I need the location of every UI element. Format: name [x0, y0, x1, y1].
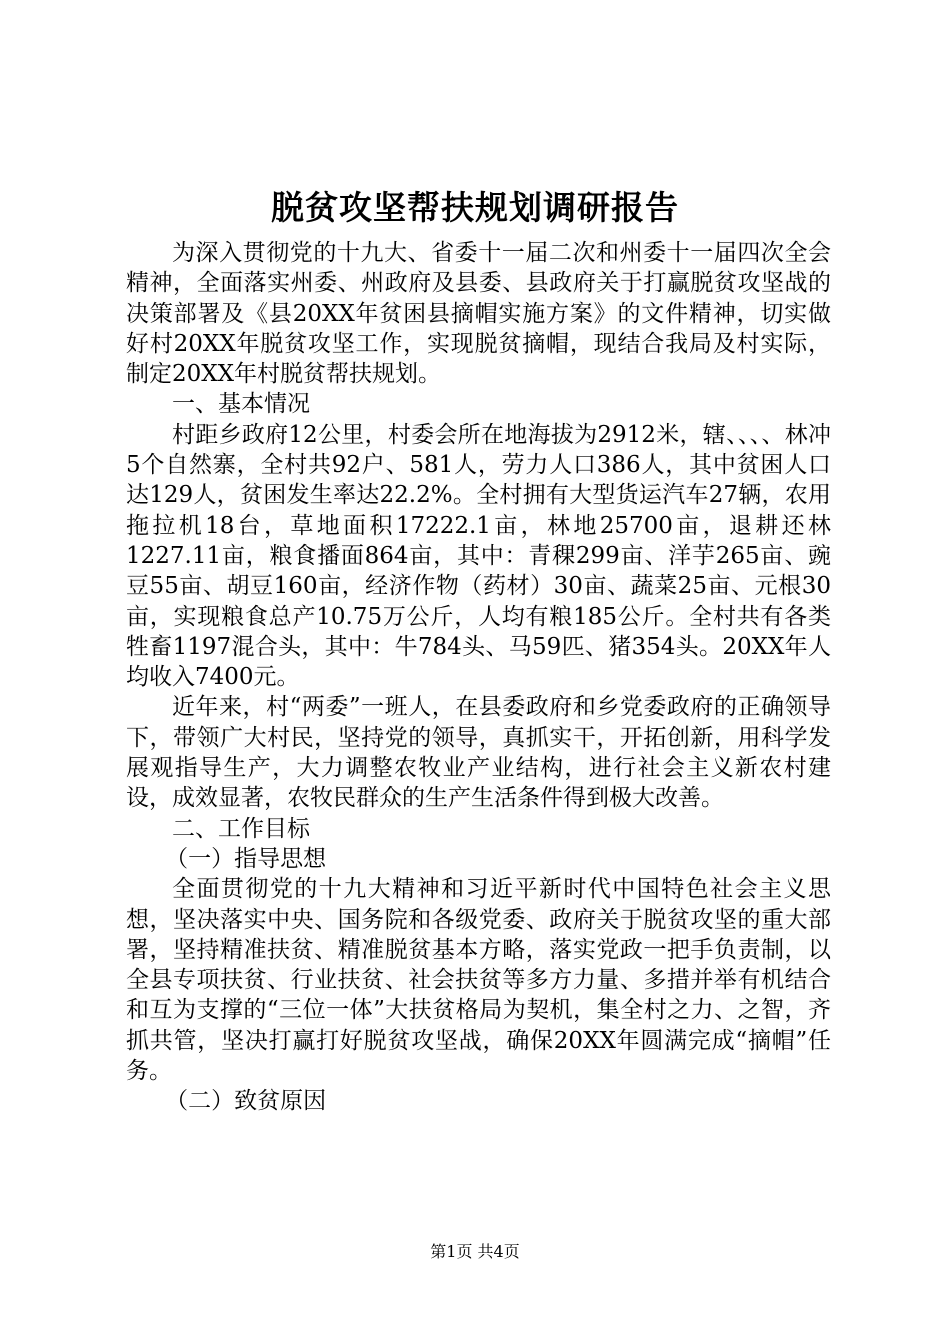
document-body	[126, 238, 831, 1117]
intro-paragraph: 为深入贯彻党的十九大、省委十一届二次和州委十一届四次全会精神，全面落实州委、州政府及县委、县政府关于打赢脱贫攻坚战的决策部署及《县20XX年贫困县摘帽实施方案》的文件精神，切实做好村20XX年脱贫攻坚工作，实现脱贫摘帽，现结合我局及村实际，制定20XX年村脱贫帮扶规划。	[126, 240, 831, 388]
recent-years-paragraph: 近年来，村“两委”一班人，在县委政府和乡党委政府的正确领导下，带领广大村民，坚持党的领导，真抓实干，开拓创新，用科学发展观指导生产，大力调整农牧业产业结构，进行社会主义新农村建设，成效显著，农牧民群众的生产生活条件得到极大改善。	[126, 694, 831, 812]
section-heading-basic-info: 一、基本情况	[172, 391, 310, 418]
section-heading-work-goals: 二、工作目标	[172, 815, 310, 842]
basic-info-paragraph: 村距乡政府12公里，村委会所在地海拔为2912米，辖、、、、林冲5个自然寨，全村共92户、581人，劳力人口386人，其中贫困人口达129人，贫困发生率达22.2%。全村拥有大型货运汽车27辆，农用拖拉机18台，草地面积17222.1亩，林地25700亩，退耕还林1227.11亩，粮食播面864亩，其中：青稞299亩、洋芋265亩、豌豆55亩、胡豆160亩，经济作物（药材）30亩、蔬菜25亩、元根30亩，实现粮食总产10.75万公斤，人均有粮185公斤。全村共有各类牲畜1197混合头，其中：牛784头、马59匹、猪354头。20XX年人均收入7400元。	[126, 421, 831, 691]
page-footer: 第1页 共4页	[430, 1242, 520, 1261]
guiding-ideology-paragraph: 全面贯彻党的十九大精神和习近平新时代中国特色社会主义思想，坚决落实中央、国务院和各级党委、政府关于脱贫攻坚的重大部署，坚持精准扶贫、精准脱贫基本方略，落实党政一把手负责制，以全县专项扶贫、行业扶贫、社会扶贫等多方力量、多措并举有机结合和互为支撑的“三位一体”大扶贫格局为契机，集全村之力、之智，齐抓共管，坚决打赢打好脱贫攻坚战，确保20XX年圆满完成“摘帽”任务。	[126, 876, 831, 1085]
subheading-guiding-ideology: （一）指导思想	[165, 845, 327, 872]
subheading-poverty-causes: （二）致贫原因	[165, 1088, 327, 1115]
document-title: 脱贫攻坚帮扶规划调研报告	[271, 188, 679, 227]
